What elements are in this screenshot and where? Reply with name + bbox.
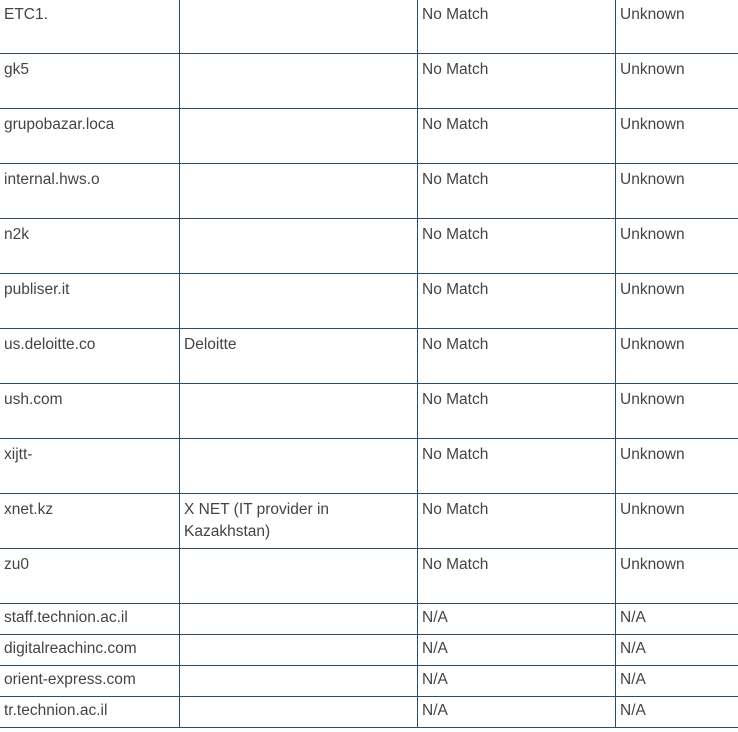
owner-cell: [180, 54, 418, 109]
match-cell: No Match: [418, 109, 616, 164]
table-row: [0, 164, 738, 219]
owner-cell: [180, 439, 418, 494]
domain-cell: grupobazar.loca: [0, 109, 180, 164]
table-row: [0, 219, 738, 274]
status-cell: Unknown: [616, 164, 738, 219]
match-cell: N/A: [418, 604, 616, 635]
status-cell: Unknown: [616, 439, 738, 494]
owner-cell: [180, 0, 418, 54]
status-cell: Unknown: [616, 329, 738, 384]
status-cell: Unknown: [616, 549, 738, 604]
table-row: [0, 329, 738, 384]
table-row: [0, 54, 738, 109]
table-row: [0, 0, 738, 54]
match-cell: No Match: [418, 164, 616, 219]
match-cell: No Match: [418, 0, 616, 54]
table-row: [0, 274, 738, 329]
owner-cell: [180, 384, 418, 439]
owner-cell: Deloitte: [180, 329, 418, 384]
status-cell: N/A: [616, 697, 738, 728]
domain-cell: gk5: [0, 54, 180, 109]
status-cell: Unknown: [616, 384, 738, 439]
match-cell: N/A: [418, 666, 616, 697]
status-cell: Unknown: [616, 54, 738, 109]
table-row: [0, 549, 738, 604]
domain-cell: digitalreachinc.com: [0, 635, 180, 666]
match-cell: No Match: [418, 219, 616, 274]
domain-cell: tr.technion.ac.il: [0, 697, 180, 728]
match-cell: No Match: [418, 494, 616, 549]
table-row: [0, 384, 738, 439]
domain-cell: ush.com: [0, 384, 180, 439]
owner-cell: [180, 164, 418, 219]
table-row: [0, 635, 738, 666]
match-cell: No Match: [418, 384, 616, 439]
match-cell: N/A: [418, 635, 616, 666]
status-cell: Unknown: [616, 219, 738, 274]
status-cell: Unknown: [616, 109, 738, 164]
table-row: [0, 109, 738, 164]
domain-cell: us.deloitte.co: [0, 329, 180, 384]
table-row: [0, 697, 738, 728]
table-row: [0, 439, 738, 494]
match-cell: N/A: [418, 697, 616, 728]
owner-cell: [180, 274, 418, 329]
status-cell: Unknown: [616, 0, 738, 54]
owner-cell: [180, 635, 418, 666]
owner-cell: [180, 109, 418, 164]
owner-cell: [180, 666, 418, 697]
owner-cell: [180, 697, 418, 728]
match-cell: No Match: [418, 439, 616, 494]
domain-cell: internal.hws.o: [0, 164, 180, 219]
domain-cell: orient-express.com: [0, 666, 180, 697]
domain-cell: xnet.kz: [0, 494, 180, 549]
domain-cell: publiser.it: [0, 274, 180, 329]
status-cell: N/A: [616, 635, 738, 666]
status-cell: Unknown: [616, 274, 738, 329]
domain-cell: zu0: [0, 549, 180, 604]
domain-cell: staff.technion.ac.il: [0, 604, 180, 635]
status-cell: N/A: [616, 604, 738, 635]
table-row: [0, 666, 738, 697]
domain-cell: xijtt-: [0, 439, 180, 494]
owner-cell: [180, 604, 418, 635]
match-cell: No Match: [418, 54, 616, 109]
match-cell: No Match: [418, 549, 616, 604]
owner-cell: [180, 549, 418, 604]
domain-cell: n2k: [0, 219, 180, 274]
domain-cell: ETC1.: [0, 0, 180, 54]
status-cell: Unknown: [616, 494, 738, 549]
status-cell: N/A: [616, 666, 738, 697]
table-row: [0, 604, 738, 635]
match-cell: No Match: [418, 274, 616, 329]
match-cell: No Match: [418, 329, 616, 384]
owner-cell: X NET (IT provider in Kazakhstan): [180, 494, 418, 549]
owner-cell: [180, 219, 418, 274]
table-row: [0, 494, 738, 549]
